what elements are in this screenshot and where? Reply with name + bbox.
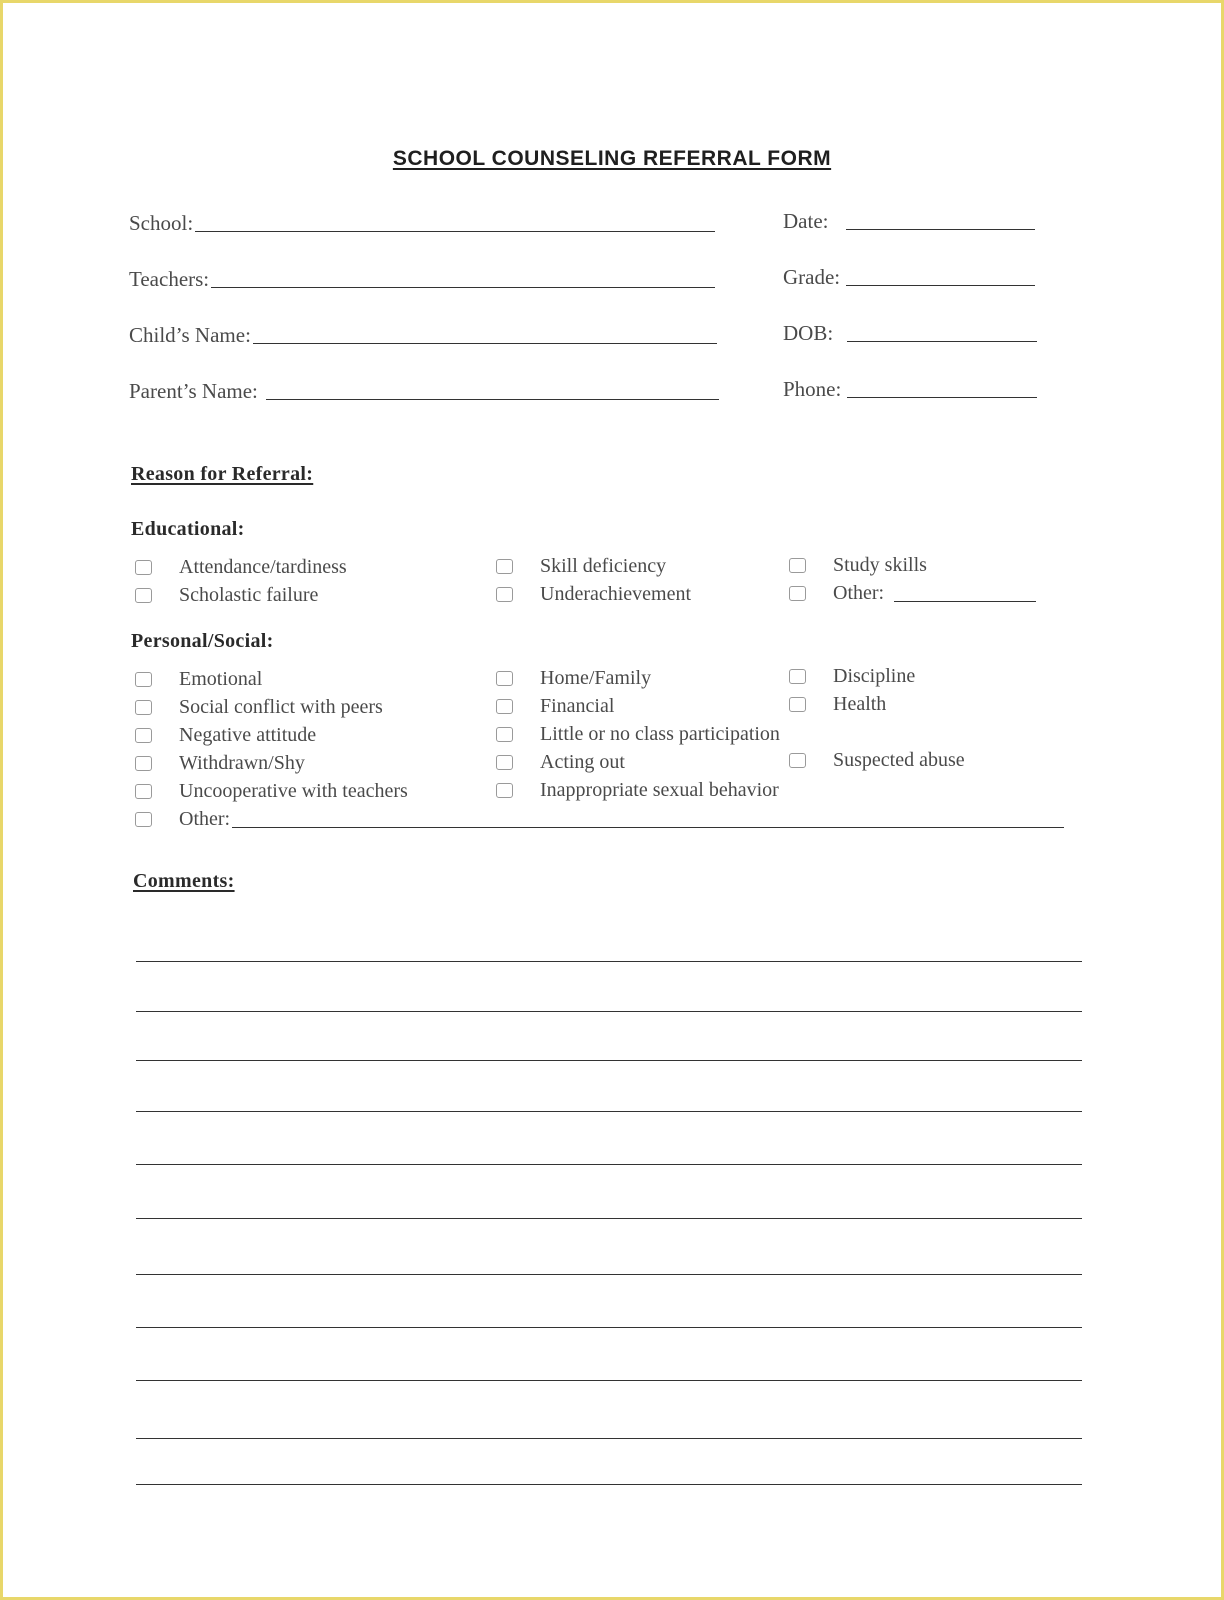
- checkbox-label: Inappropriate sexual behavior: [540, 779, 779, 801]
- personal-social-heading: Personal/Social:: [131, 630, 274, 652]
- checkbox-box[interactable]: [789, 753, 806, 768]
- checkbox-label: Little or no class participation: [540, 723, 780, 745]
- comment-line[interactable]: [136, 1438, 1082, 1439]
- checkbox-label: Acting out: [540, 751, 625, 773]
- comments-heading: Comments:: [133, 870, 235, 892]
- dob-field[interactable]: [783, 321, 1037, 346]
- checkbox-study-skills[interactable]: [789, 554, 927, 577]
- comment-line[interactable]: [136, 1218, 1082, 1219]
- checkbox-label: Negative attitude: [179, 724, 317, 746]
- phone-label: Phone:: [783, 377, 842, 401]
- childs-name-label: Child’s Name:: [129, 323, 251, 347]
- reason-heading: Reason for Referral:: [131, 463, 314, 485]
- comment-line[interactable]: [136, 961, 1082, 962]
- grade-field[interactable]: [783, 265, 1035, 290]
- comment-line[interactable]: [136, 1274, 1082, 1275]
- checkbox-label: Other:: [179, 808, 231, 830]
- checkbox-box[interactable]: [135, 756, 152, 771]
- checkbox-box[interactable]: [135, 560, 152, 575]
- phone-input-line[interactable]: [847, 397, 1037, 398]
- childs-name-field[interactable]: [129, 323, 717, 348]
- checkbox-box[interactable]: [496, 783, 513, 798]
- checkbox-label: Emotional: [179, 668, 263, 690]
- personal-other-input-line[interactable]: [232, 827, 1064, 828]
- checkbox-emotional[interactable]: [135, 668, 262, 691]
- checkbox-box[interactable]: [496, 699, 513, 714]
- checkbox-box[interactable]: [496, 587, 513, 602]
- checkbox-box[interactable]: [789, 558, 806, 573]
- checkbox-box[interactable]: [496, 671, 513, 686]
- checkbox-class-participation[interactable]: [496, 723, 780, 746]
- checkbox-box[interactable]: [135, 784, 152, 799]
- checkbox-health[interactable]: [789, 693, 886, 716]
- checkbox-social-conflict[interactable]: [135, 696, 383, 719]
- date-field[interactable]: [783, 209, 1035, 234]
- teachers-label: Teachers:: [129, 267, 210, 291]
- checkbox-skill-deficiency[interactable]: [496, 555, 666, 578]
- checkbox-personal-other[interactable]: [135, 808, 1064, 831]
- checkbox-label: Uncooperative with teachers: [179, 780, 408, 802]
- checkbox-educational-other[interactable]: [789, 582, 1036, 605]
- checkbox-box[interactable]: [135, 588, 152, 603]
- checkbox-label: Health: [833, 693, 887, 715]
- checkbox-box[interactable]: [496, 559, 513, 574]
- school-input-line[interactable]: [195, 231, 715, 232]
- checkbox-box[interactable]: [789, 697, 806, 712]
- dob-input-line[interactable]: [847, 341, 1037, 342]
- date-input-line[interactable]: [846, 229, 1035, 230]
- checkbox-label: Suspected abuse: [833, 749, 965, 771]
- dob-label: DOB:: [783, 321, 834, 345]
- date-label: Date:: [783, 209, 829, 233]
- parents-name-field[interactable]: [129, 379, 719, 404]
- checkbox-withdrawn-shy[interactable]: [135, 752, 305, 775]
- comment-line[interactable]: [136, 1164, 1082, 1165]
- teachers-field[interactable]: [129, 267, 715, 292]
- educational-heading: Educational:: [131, 518, 245, 540]
- comment-line[interactable]: [136, 1380, 1082, 1381]
- checkbox-acting-out[interactable]: [496, 751, 625, 774]
- checkbox-label: Other:: [833, 582, 885, 604]
- parents-name-label: Parent’s Name:: [129, 379, 258, 403]
- checkbox-label: Skill deficiency: [540, 555, 667, 577]
- checkbox-scholastic-failure[interactable]: [135, 584, 318, 607]
- comment-line[interactable]: [136, 1484, 1082, 1485]
- checkbox-underachievement[interactable]: [496, 583, 691, 606]
- form-title: SCHOOL COUNSELING REFERRAL FORM: [392, 147, 832, 170]
- phone-field[interactable]: [783, 377, 1037, 402]
- checkbox-suspected-abuse[interactable]: [789, 749, 965, 772]
- checkbox-label: Home/Family: [540, 667, 652, 689]
- school-label: School:: [129, 211, 194, 235]
- checkbox-negative-attitude[interactable]: [135, 724, 316, 747]
- teachers-input-line[interactable]: [211, 287, 715, 288]
- checkbox-label: Attendance/tardiness: [179, 556, 347, 578]
- comment-line[interactable]: [136, 1060, 1082, 1061]
- school-field[interactable]: [129, 211, 715, 236]
- educational-other-input-line[interactable]: [894, 601, 1036, 602]
- checkbox-label: Scholastic failure: [179, 584, 319, 606]
- comment-line[interactable]: [136, 1111, 1082, 1112]
- checkbox-label: Underachievement: [540, 583, 692, 605]
- checkbox-label: Discipline: [833, 665, 916, 687]
- checkbox-home-family[interactable]: [496, 667, 651, 690]
- checkbox-attendance[interactable]: [135, 556, 347, 579]
- checkbox-inappropriate-behavior[interactable]: [496, 779, 779, 802]
- checkbox-label: Social conflict with peers: [179, 696, 383, 718]
- checkbox-box[interactable]: [135, 672, 152, 687]
- grade-label: Grade:: [783, 265, 841, 289]
- checkbox-discipline[interactable]: [789, 665, 915, 688]
- checkbox-box[interactable]: [496, 727, 513, 742]
- checkbox-box[interactable]: [135, 812, 152, 827]
- parents-name-input-line[interactable]: [266, 399, 719, 400]
- checkbox-label: Financial: [540, 695, 615, 717]
- checkbox-box[interactable]: [789, 586, 806, 601]
- checkbox-label: Withdrawn/Shy: [179, 752, 305, 774]
- checkbox-label: Study skills: [833, 554, 927, 576]
- comment-line[interactable]: [136, 1011, 1082, 1012]
- grade-input-line[interactable]: [846, 285, 1035, 286]
- childs-name-input-line[interactable]: [253, 343, 717, 344]
- checkbox-box[interactable]: [135, 700, 152, 715]
- checkbox-box[interactable]: [789, 669, 806, 684]
- comment-line[interactable]: [136, 1327, 1082, 1328]
- checkbox-financial[interactable]: [496, 695, 614, 718]
- checkbox-uncooperative[interactable]: [135, 780, 408, 803]
- checkbox-box[interactable]: [496, 755, 513, 770]
- checkbox-box[interactable]: [135, 728, 152, 743]
